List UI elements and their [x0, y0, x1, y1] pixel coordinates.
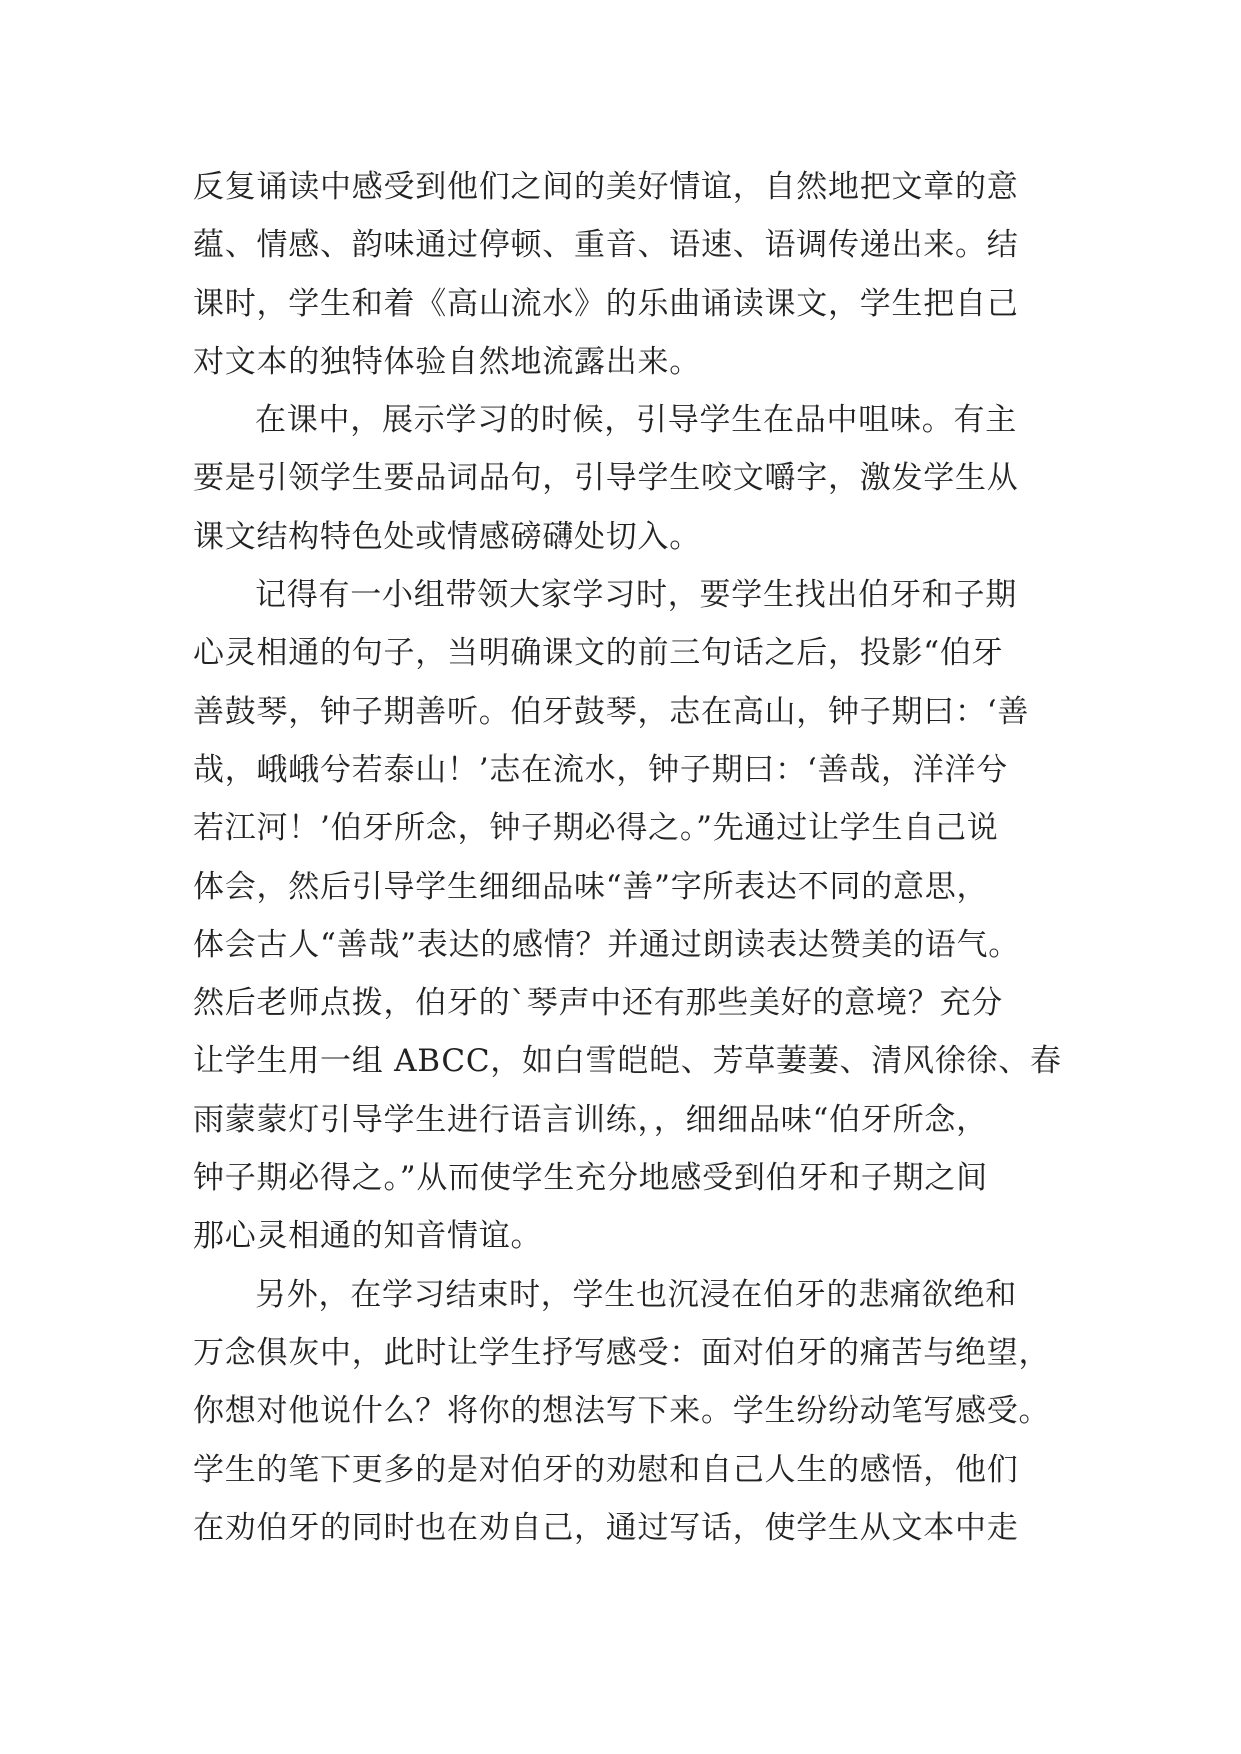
text-line: 哉，峨峨兮若泰山！’志在流水，钟子期曰：‘善哉，洋洋兮	[193, 751, 1008, 788]
text-line: 万念俱灰中，此时让学生抒写感受：面对伯牙的痛苦与绝望，	[193, 1334, 1051, 1371]
text-line: 学生的笔下更多的是对伯牙的劝慰和自己人生的感悟，他们	[193, 1451, 1019, 1488]
text-line: 课文结构特色处或情感磅礴处切入。	[193, 518, 701, 555]
text-line: 体会古人“善哉”表达的感情？并通过朗读表达赞美的语气。	[193, 926, 1020, 963]
text-line: 对文本的独特体验自然地流露出来。	[193, 343, 701, 380]
text-line: 善鼓琴，钟子期善听。伯牙鼓琴，志在高山，钟子期曰：‘善	[193, 693, 1030, 730]
text-line: 反复诵读中感受到他们之间的美好情谊，自然地把文章的意	[193, 169, 1019, 205]
text-line: 钟子期必得之。”从而使学生充分地感受到伯牙和子期之间	[193, 1160, 988, 1197]
text-line: 在劝伯牙的同时也在劝自己，通过写话，使学生从文本中走	[193, 1509, 1019, 1546]
text-line: 心灵相通的句子，当明确课文的前三句话之后，投影“伯牙	[193, 635, 1004, 672]
text-line: 若江河！’伯牙所念，钟子期必得之。”先通过让学生自己说	[193, 810, 999, 847]
text-line: 你想对他说什么？将你的想法写下来。学生纷纷动笔写感受。	[193, 1393, 1051, 1430]
text-line: 要是引领学生要品词品句，引导学生咬文嚼字，激发学生从	[193, 460, 1019, 497]
text-line: 课时，学生和着《高山流水》的乐曲诵读课文，学生把自己	[193, 285, 1019, 322]
text-line: 那心灵相通的知音情谊。	[193, 1218, 543, 1255]
body-text	[193, 158, 1062, 1557]
text-line: 雨蒙蒙灯引导学生进行语言训练，，细细品味“伯牙所念，	[193, 1101, 988, 1138]
text-line: 体会，然后引导学生细细品味“善”字所表达不同的意思，	[193, 868, 989, 905]
text-line: 让学生用一组 ABCC，如白雪皑皑、芳草萋萋、清风徐徐、春	[193, 1043, 1062, 1080]
paragraph-first-line: 在课中，展示学习的时候，引导学生在品中咀味。有主	[255, 402, 1017, 439]
text-line: 然后老师点拨，伯牙的`琴声中还有那些美好的意境？充分	[193, 985, 1003, 1022]
paragraph-first-line: 记得有一小组带领大家学习时，要学生找出伯牙和子期	[255, 577, 1017, 614]
paragraph-first-line: 另外，在学习结束时，学生也沉浸在伯牙的悲痛欲绝和	[255, 1276, 1017, 1313]
text-line: 蕴、情感、韵味通过停顿、重音、语速、语调传递出来。结	[193, 227, 1019, 264]
